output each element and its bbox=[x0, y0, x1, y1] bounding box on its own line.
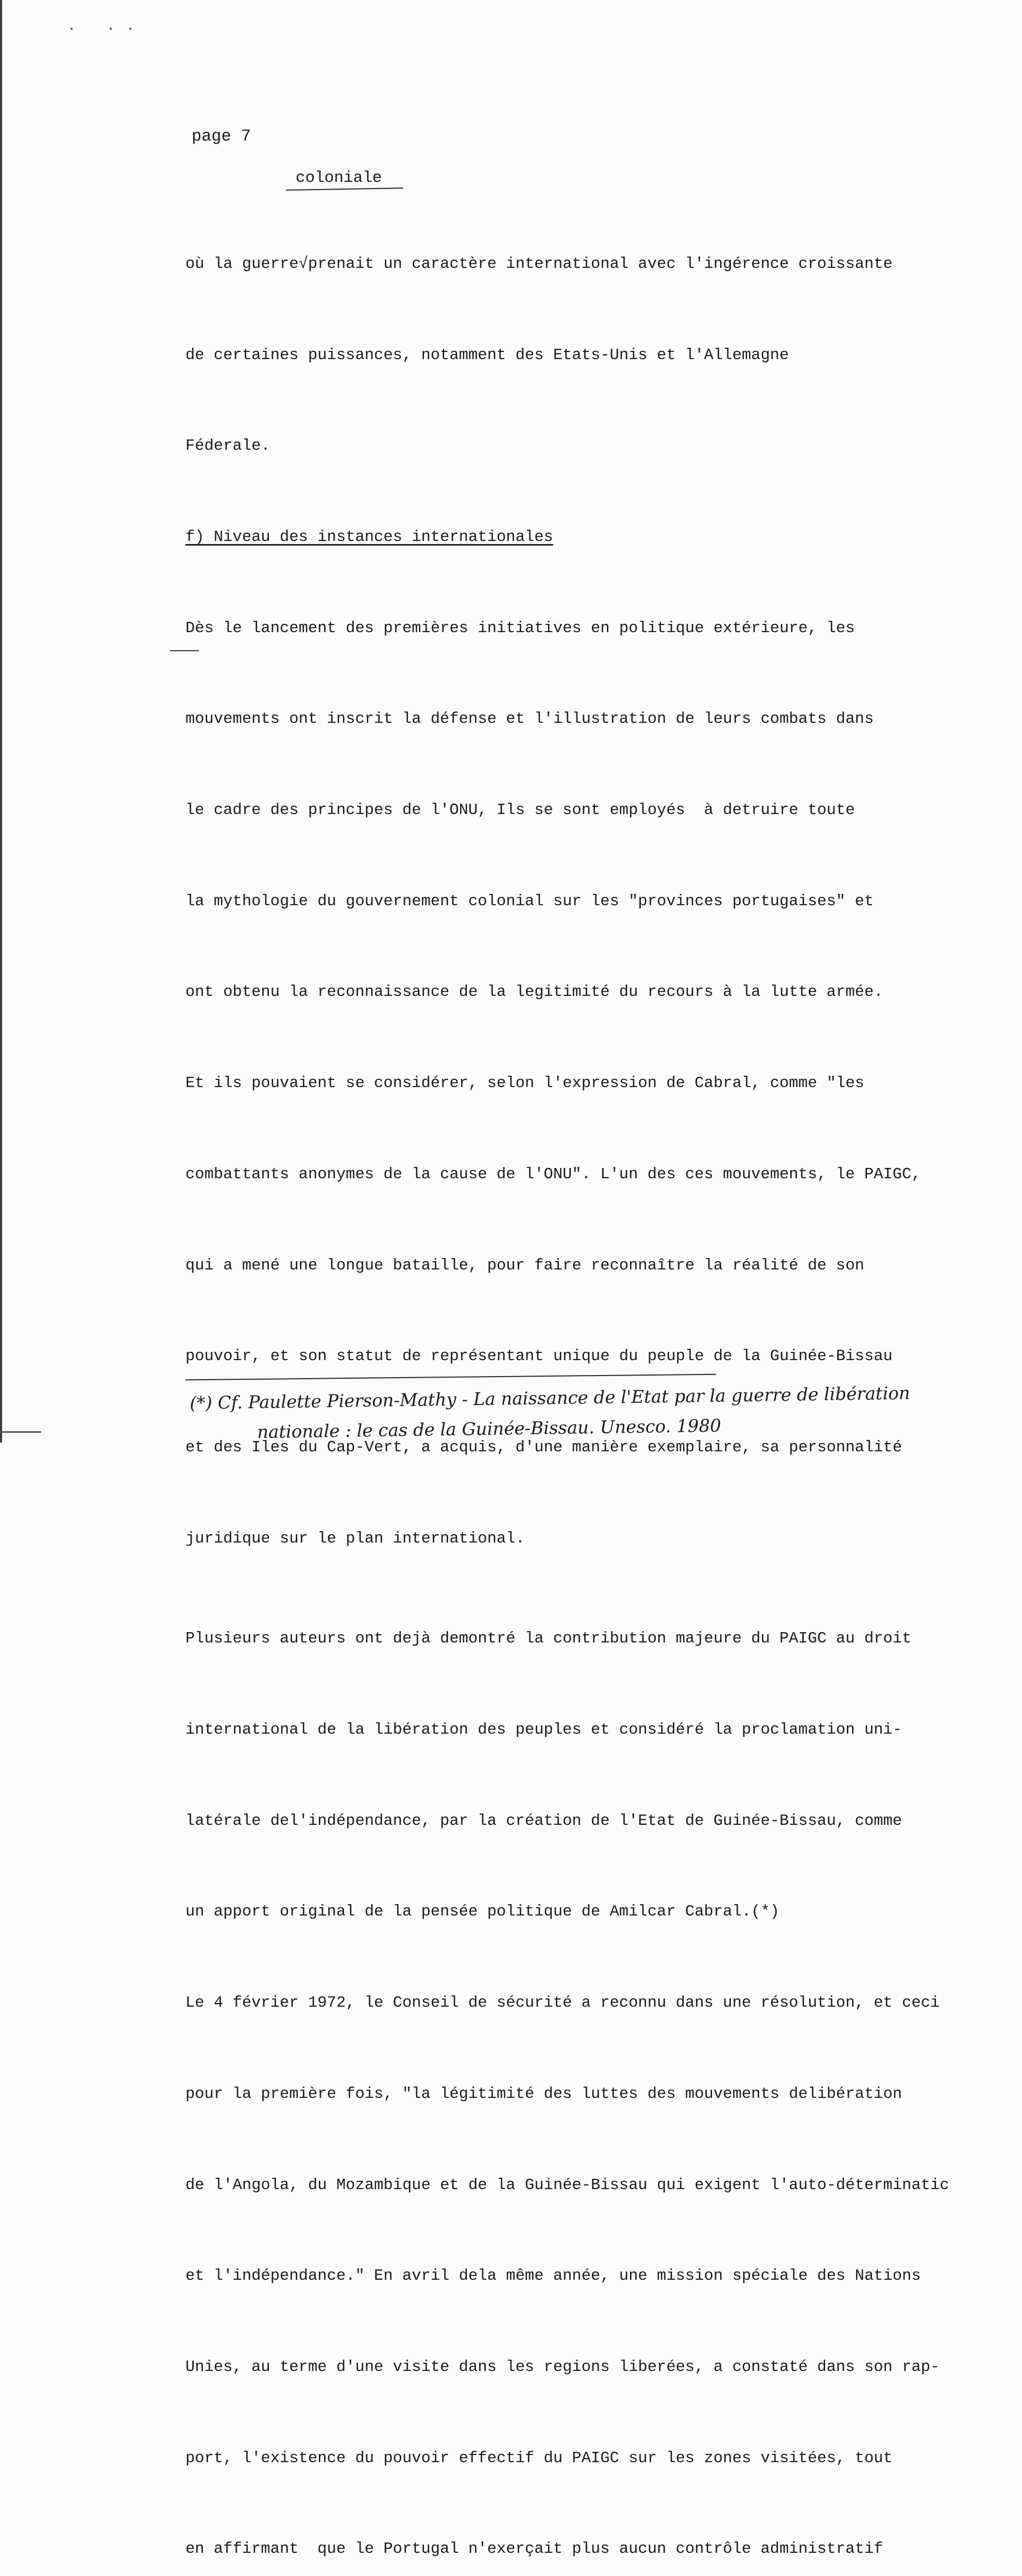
text-line: latérale del'indépendance, par la création de l'Etat de Guinée-Bissau, comme bbox=[185, 1812, 902, 1830]
text-line: pour la première fois, "la légitimité des luttes des mouvements delibération bbox=[185, 2085, 902, 2103]
text-line: de l'Angola, du Mozambique et de la Guinée-Bissau qui exigent l'auto-déterminatic bbox=[185, 2176, 949, 2194]
text-line: et l'indépendance." En avril dela même année, une mission spéciale des Nations bbox=[185, 2267, 921, 2285]
page-number: page 7 bbox=[192, 127, 251, 146]
handwritten-insertion: coloniale bbox=[296, 169, 382, 187]
text-line: Féderale. bbox=[185, 437, 270, 455]
text-line: de certaines puissances, notamment des Etats-Unis et l'Allemagne bbox=[185, 346, 789, 364]
text-line: en affirmant que le Portugal n'exerçait plus aucun contrôle administratif bbox=[185, 2540, 883, 2558]
text-line: Plusieurs auteurs ont dejà demontré la contribution majeure du PAIGC au droit bbox=[185, 1630, 912, 1648]
footnote-line: nationale : le cas de la Guinée-Bissau. Unesco. 1980 bbox=[257, 1415, 722, 1443]
text-line: Unies, au terme d'une visite dans les regions liberées, a constaté dans son rap- bbox=[185, 2358, 940, 2376]
text-line: international de la libération des peuples et considéré la proclamation uni- bbox=[185, 1721, 902, 1739]
text-line: Le 4 février 1972, le Conseil de sécurité a reconnu dans une résolution, et ceci bbox=[185, 1994, 940, 2012]
page-edge bbox=[0, 0, 2, 1443]
section-heading: f) Niveau des instances internationales bbox=[185, 528, 553, 546]
text-line: la mythologie du gouvernement colonial sur les "provinces portugaises" et bbox=[185, 892, 874, 910]
text-line: le cadre des principes de l'ONU, Ils se sont employés à detruire toute bbox=[185, 802, 855, 820]
scan-mark bbox=[0, 1431, 41, 1433]
text-line: juridique sur le plan international. bbox=[185, 1530, 525, 1548]
text-line: où la guerre√prenait un caractère international avec l'ingérence croissante bbox=[185, 255, 893, 273]
text-line: ont obtenu la reconnaissance de la legitimité du recours à la lutte armée. bbox=[185, 984, 883, 1002]
text-line: Et ils pouvaient se considérer, selon l'expression de Cabral, comme "les bbox=[185, 1075, 864, 1093]
footnote-line: (*) Cf. Paulette Pierson-Mathy - La naissance de l'Etat par la guerre de libération bbox=[190, 1383, 910, 1414]
handwritten-footnote bbox=[190, 1377, 994, 1448]
text-line: un apport original de la pensée politique de Amilcar Cabral.(*) bbox=[185, 1903, 780, 1921]
scan-specks: · ·· bbox=[67, 21, 146, 38]
text-line: Dès le lancement des premières initiatives en politique extérieure, les bbox=[185, 619, 855, 637]
text-line: port, l'existence du pouvoir effectif du PAIGC sur les zones visitées, tout bbox=[185, 2449, 893, 2467]
margin-dash bbox=[170, 650, 199, 651]
text-line: pouvoir, et son statut de représentant unique du peuple de la Guinée-Bissau bbox=[185, 1348, 893, 1366]
text-line: mouvements ont inscrit la défense et l'illustration de leurs combats dans bbox=[185, 710, 874, 728]
text-line: combattants anonymes de la cause de l'ONU". L'un des ces mouvements, le PAIGC, bbox=[185, 1165, 921, 1183]
text-line: et des Iles du Cap-Vert, a acquis, d'une manière exemplaire, sa personnalité bbox=[185, 1438, 902, 1456]
text-line: qui a mené une longue bataille, pour faire reconnaître la réalité de son bbox=[185, 1257, 864, 1275]
